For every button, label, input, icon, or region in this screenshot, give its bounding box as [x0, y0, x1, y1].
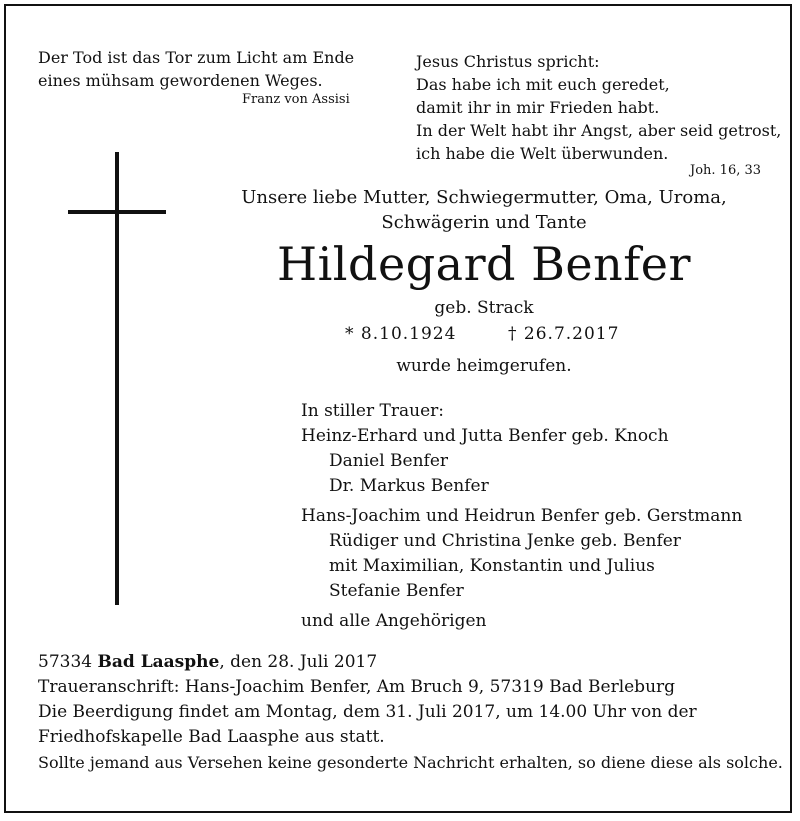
quote-right-line: In der Welt habt ihr Angst, aber seid getrost,: [416, 121, 782, 140]
deceased-name: Hildegard Benfer: [276, 237, 692, 291]
child-line: Daniel Benfer: [329, 451, 449, 471]
intro-text: [232, 185, 736, 235]
maiden-name: geb. Strack: [434, 298, 534, 318]
place-name: Bad Laasphe: [97, 652, 220, 672]
child-line: Stefanie Benfer: [329, 581, 464, 601]
funeral-line: Die Beerdigung findet am Montag, dem 31. Juli 2017, um 14.00 Uhr von der: [38, 702, 697, 722]
intro-line: Schwägerin und Tante: [381, 212, 587, 233]
funeral-line: Friedhofskapelle Bad Laasphe aus statt.: [38, 727, 385, 747]
cross-icon-bar: [68, 210, 166, 214]
cross-icon: [115, 152, 119, 605]
footer: [38, 650, 783, 775]
child-line: Dr. Markus Benfer: [329, 476, 489, 496]
intro-line: Unsere liebe Mutter, Schwiegermutter, Oma, Uroma,: [241, 187, 727, 208]
mourners-closing: und alle Angehörigen: [301, 611, 487, 631]
date: , den 28. Juli 2017: [219, 652, 378, 672]
quote-left-line: eines mühsam gewordenen Weges.: [38, 71, 323, 90]
quote-right-source: Joh. 16, 33: [690, 163, 762, 178]
quote-right-line: Jesus Christus spricht:: [416, 52, 600, 71]
death-date: † 26.7.2017: [508, 324, 620, 344]
quote-right-line: ich habe die Welt überwunden.: [416, 144, 669, 163]
birth-date: * 8.10.1924: [345, 324, 457, 344]
quote-left: [38, 46, 354, 92]
quote-right: [416, 50, 781, 165]
statement: wurde heimgerufen.: [396, 356, 572, 376]
mourners-heading: In stiller Trauer:: [301, 401, 444, 421]
place-date-line: [38, 650, 783, 675]
quote-right-line: damit ihr in mir Frieden habt.: [416, 98, 660, 117]
quote-right-line: Das habe ich mit euch geredet,: [416, 75, 670, 94]
mourners-list: [301, 399, 742, 634]
child-line: Rüdiger und Christina Jenke geb. Benfer: [329, 531, 681, 551]
notice-line: Sollte jemand aus Versehen keine gesonderte Nachricht erhalten, so diene diese als solche.: [38, 753, 783, 772]
quote-left-line: Der Tod ist das Tor zum Licht am Ende: [38, 48, 355, 67]
family-line: Heinz-Erhard und Jutta Benfer geb. Knoch: [301, 426, 669, 446]
child-line: mit Maximilian, Konstantin und Julius: [329, 556, 655, 576]
quote-left-author: Franz von Assisi: [242, 92, 350, 107]
family-line: Hans-Joachim und Heidrun Benfer geb. Gerstmann: [301, 506, 743, 526]
address-line: Traueranschrift: Hans-Joachim Benfer, Am Bruch 9, 57319 Bad Berleburg: [38, 677, 676, 697]
postcode: 57334: [38, 652, 93, 672]
